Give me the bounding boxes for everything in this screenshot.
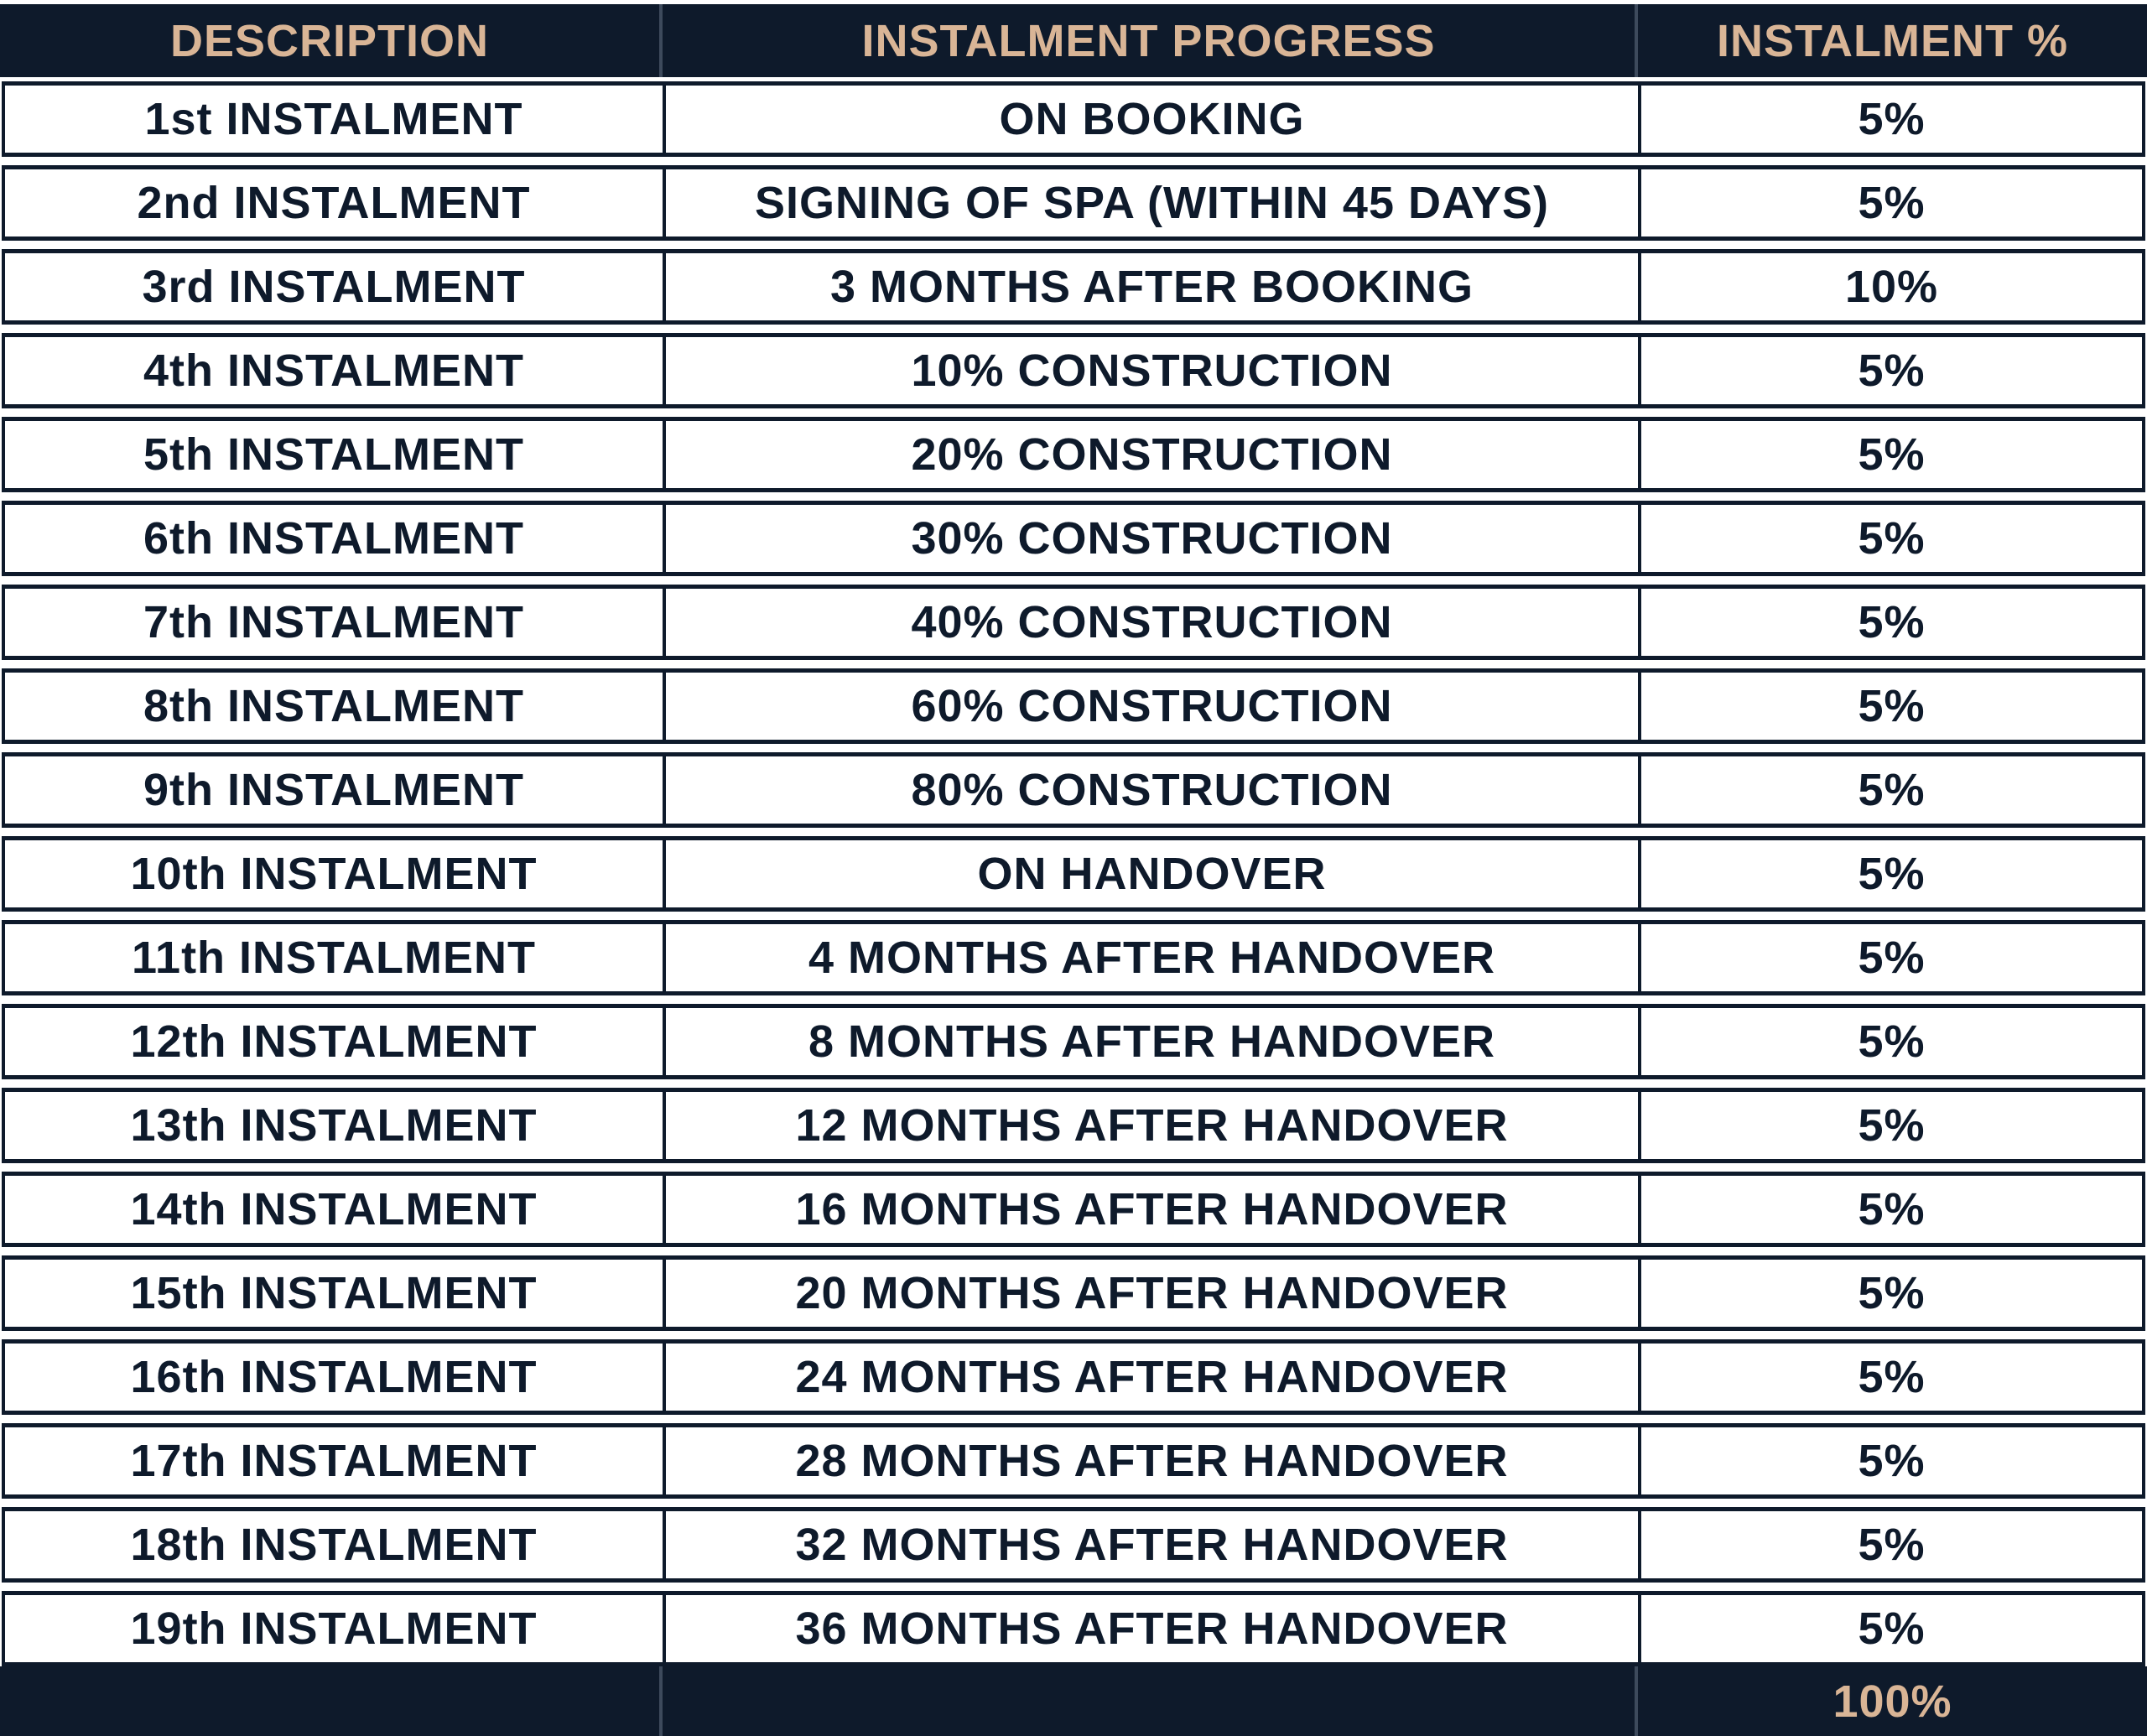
table-row bbox=[0, 413, 2147, 496]
row-description: 18th INSTALMENT bbox=[2, 1507, 663, 1583]
row-instalment-progress: 12 MONTHS AFTER HANDOVER bbox=[663, 1088, 1638, 1163]
row-instalment-progress: 20% CONSTRUCTION bbox=[663, 417, 1638, 492]
row-description: 2nd INSTALMENT bbox=[2, 165, 663, 241]
row-instalment-percent: 5% bbox=[1638, 417, 2145, 492]
row-instalment-progress: ON BOOKING bbox=[663, 81, 1638, 157]
table-row bbox=[0, 245, 2147, 329]
row-description: 1st INSTALMENT bbox=[2, 81, 663, 157]
row-description: 3rd INSTALMENT bbox=[2, 249, 663, 325]
table-row bbox=[0, 664, 2147, 748]
row-instalment-percent: 5% bbox=[1638, 1088, 2145, 1163]
table-row bbox=[0, 1503, 2147, 1587]
row-instalment-percent: 5% bbox=[1638, 1339, 2145, 1415]
row-instalment-percent: 5% bbox=[1638, 1423, 2145, 1499]
row-instalment-progress: 10% CONSTRUCTION bbox=[663, 333, 1638, 408]
row-instalment-progress: 60% CONSTRUCTION bbox=[663, 668, 1638, 744]
table-row bbox=[0, 916, 2147, 1000]
row-instalment-percent: 5% bbox=[1638, 501, 2145, 576]
total-progress bbox=[663, 1666, 1638, 1736]
table-row bbox=[0, 1084, 2147, 1167]
header-instalment-percent: INSTALMENT % bbox=[1717, 15, 2068, 66]
row-description: 19th INSTALMENT bbox=[2, 1591, 663, 1666]
table-row bbox=[0, 1419, 2147, 1503]
table-row bbox=[0, 1335, 2147, 1419]
row-instalment-percent: 5% bbox=[1638, 1255, 2145, 1331]
row-instalment-percent: 5% bbox=[1638, 836, 2145, 912]
row-instalment-progress: ON HANDOVER bbox=[663, 836, 1638, 912]
row-instalment-progress: 28 MONTHS AFTER HANDOVER bbox=[663, 1423, 1638, 1499]
table-row bbox=[0, 832, 2147, 916]
row-description: 13th INSTALMENT bbox=[2, 1088, 663, 1163]
row-instalment-percent: 5% bbox=[1638, 1004, 2145, 1079]
row-instalment-percent: 5% bbox=[1638, 668, 2145, 744]
row-description: 8th INSTALMENT bbox=[2, 668, 663, 744]
row-instalment-percent: 5% bbox=[1638, 1591, 2145, 1666]
row-instalment-percent: 5% bbox=[1638, 1172, 2145, 1247]
row-instalment-percent: 5% bbox=[1638, 81, 2145, 157]
row-instalment-percent: 5% bbox=[1638, 165, 2145, 241]
row-description: 14th INSTALMENT bbox=[2, 1172, 663, 1247]
row-instalment-percent: 10% bbox=[1638, 249, 2145, 325]
total-description bbox=[0, 1666, 663, 1736]
row-instalment-progress: 30% CONSTRUCTION bbox=[663, 501, 1638, 576]
row-instalment-progress: 24 MONTHS AFTER HANDOVER bbox=[663, 1339, 1638, 1415]
total-percent: 100% bbox=[1832, 1676, 1952, 1727]
row-instalment-progress: 16 MONTHS AFTER HANDOVER bbox=[663, 1172, 1638, 1247]
table-row bbox=[0, 329, 2147, 413]
row-instalment-percent: 5% bbox=[1638, 752, 2145, 828]
row-description: 15th INSTALMENT bbox=[2, 1255, 663, 1331]
row-instalment-percent: 5% bbox=[1638, 585, 2145, 660]
row-description: 10th INSTALMENT bbox=[2, 836, 663, 912]
row-description: 9th INSTALMENT bbox=[2, 752, 663, 828]
row-description: 4th INSTALMENT bbox=[2, 333, 663, 408]
row-instalment-progress: 36 MONTHS AFTER HANDOVER bbox=[663, 1591, 1638, 1666]
row-instalment-progress: 40% CONSTRUCTION bbox=[663, 585, 1638, 660]
table-row bbox=[0, 1251, 2147, 1335]
table-row bbox=[0, 496, 2147, 580]
table-row bbox=[0, 748, 2147, 832]
table-row bbox=[0, 161, 2147, 245]
row-description: 12th INSTALMENT bbox=[2, 1004, 663, 1079]
table-row bbox=[0, 1000, 2147, 1084]
row-instalment-progress: SIGNING OF SPA (WITHIN 45 DAYS) bbox=[663, 165, 1638, 241]
row-instalment-progress: 3 MONTHS AFTER BOOKING bbox=[663, 249, 1638, 325]
table-row bbox=[0, 1587, 2147, 1671]
row-description: 11th INSTALMENT bbox=[2, 920, 663, 995]
row-instalment-percent: 5% bbox=[1638, 920, 2145, 995]
row-instalment-progress: 4 MONTHS AFTER HANDOVER bbox=[663, 920, 1638, 995]
row-description: 7th INSTALMENT bbox=[2, 585, 663, 660]
row-instalment-progress: 80% CONSTRUCTION bbox=[663, 752, 1638, 828]
header-instalment-progress: INSTALMENT PROGRESS bbox=[663, 4, 1638, 77]
row-instalment-progress: 20 MONTHS AFTER HANDOVER bbox=[663, 1255, 1638, 1331]
table-row bbox=[0, 77, 2147, 161]
row-instalment-progress: 32 MONTHS AFTER HANDOVER bbox=[663, 1507, 1638, 1583]
table-row bbox=[0, 1167, 2147, 1251]
table-total-row bbox=[0, 1666, 2147, 1736]
row-description: 6th INSTALMENT bbox=[2, 501, 663, 576]
table-header bbox=[0, 4, 2147, 77]
row-description: 5th INSTALMENT bbox=[2, 417, 663, 492]
row-instalment-percent: 5% bbox=[1638, 1507, 2145, 1583]
row-instalment-percent: 5% bbox=[1638, 333, 2145, 408]
row-instalment-progress: 8 MONTHS AFTER HANDOVER bbox=[663, 1004, 1638, 1079]
row-description: 17th INSTALMENT bbox=[2, 1423, 663, 1499]
row-description: 16th INSTALMENT bbox=[2, 1339, 663, 1415]
header-description: DESCRIPTION bbox=[0, 4, 663, 77]
table-row bbox=[0, 580, 2147, 664]
